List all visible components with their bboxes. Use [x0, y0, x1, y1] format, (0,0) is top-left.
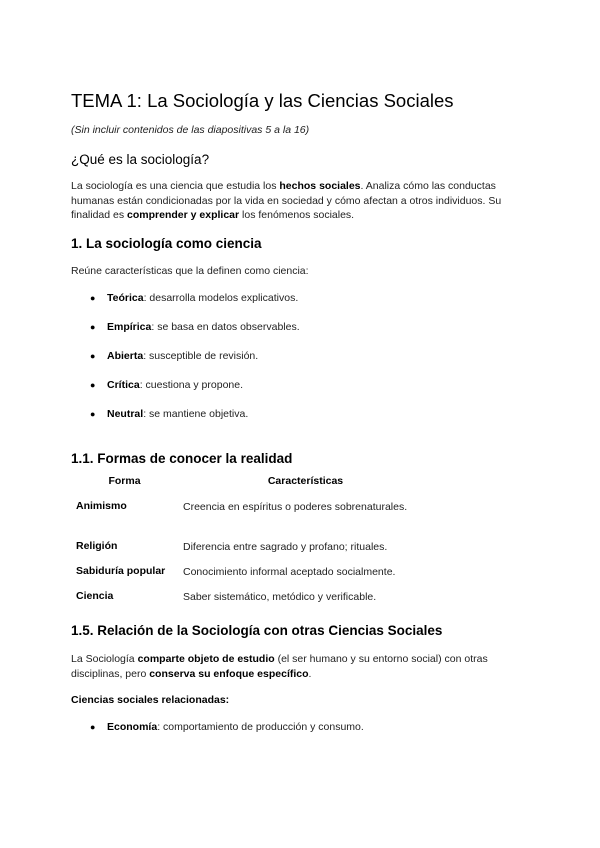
- table-cell-forma: Animismo: [76, 500, 127, 512]
- heading-section-1: 1. La sociología como ciencia: [71, 236, 262, 251]
- paragraph-what-is: La sociología es una ciencia que estudia los hechos sociales. Analiza cómo las conductas humanas están condicionadas por la vida en sociedad y cómo afectan a otros individuos. Su finalidad es comprender y explicar los fenómenos sociales.: [71, 180, 502, 221]
- heading-section-1-5: 1.5. Relación de la Sociología con otras Ciencias Sociales: [71, 623, 443, 638]
- table-row: [71, 532, 433, 557]
- page-subtitle: (Sin incluir contenidos de las diapositivas 5 a la 16): [71, 124, 310, 136]
- table-row: [71, 490, 433, 532]
- bullet-icon: ●: [90, 409, 96, 419]
- bullet-icon: ●: [90, 322, 96, 332]
- table-cell-forma: Sabiduría popular: [76, 565, 166, 577]
- table-header-caracteristicas: Características: [267, 475, 344, 487]
- table-header-row: [71, 472, 433, 490]
- bullet-icon: ●: [90, 293, 96, 303]
- related-sciences-subheading: Ciencias sociales relacionadas:: [71, 694, 230, 706]
- list-item: ● Economía: comportamiento de producción y consumo.: [90, 721, 364, 733]
- table-cell-caracteristicas: Saber sistemático, metódico y verificable.: [183, 591, 377, 603]
- list-item: ● Empírica: se basa en datos observables.: [90, 321, 300, 333]
- bullet-icon: ●: [90, 380, 96, 390]
- table-header-forma: Forma: [108, 475, 141, 487]
- heading-what-is: ¿Qué es la sociología?: [71, 152, 210, 167]
- bullet-icon: ●: [90, 351, 96, 361]
- list-item: ● Teórica: desarrolla modelos explicativos.: [90, 292, 299, 304]
- list-item: ● Abierta: susceptible de revisión.: [90, 350, 259, 362]
- page-title: TEMA 1: La Sociología y las Ciencias Sociales: [71, 90, 454, 111]
- bullet-icon: ●: [90, 722, 96, 732]
- list-item: ● Neutral: se mantiene objetiva.: [90, 408, 249, 420]
- paragraph-relation: La Sociología comparte objeto de estudio (el ser humano y su entorno social) con otras disciplinas, pero conserva su enfoque específico.: [71, 653, 488, 680]
- forms-table: [71, 472, 433, 607]
- table-cell-caracteristicas: Creencia en espíritus o poderes sobrenaturales.: [183, 501, 408, 513]
- table-cell-caracteristicas: Diferencia entre sagrado y profano; rituales.: [183, 541, 388, 553]
- heading-section-1-1: 1.1. Formas de conocer la realidad: [71, 451, 293, 466]
- table-row: [71, 582, 433, 607]
- table-cell-caracteristicas: Conocimiento informal aceptado socialmente.: [183, 566, 396, 578]
- table-cell-forma: Religión: [76, 540, 118, 552]
- list-item: ● Crítica: cuestiona y propone.: [90, 379, 244, 391]
- section-1-intro: Reúne características que la definen como ciencia:: [71, 265, 309, 277]
- table-row: [71, 557, 433, 582]
- table-cell-forma: Ciencia: [76, 590, 114, 602]
